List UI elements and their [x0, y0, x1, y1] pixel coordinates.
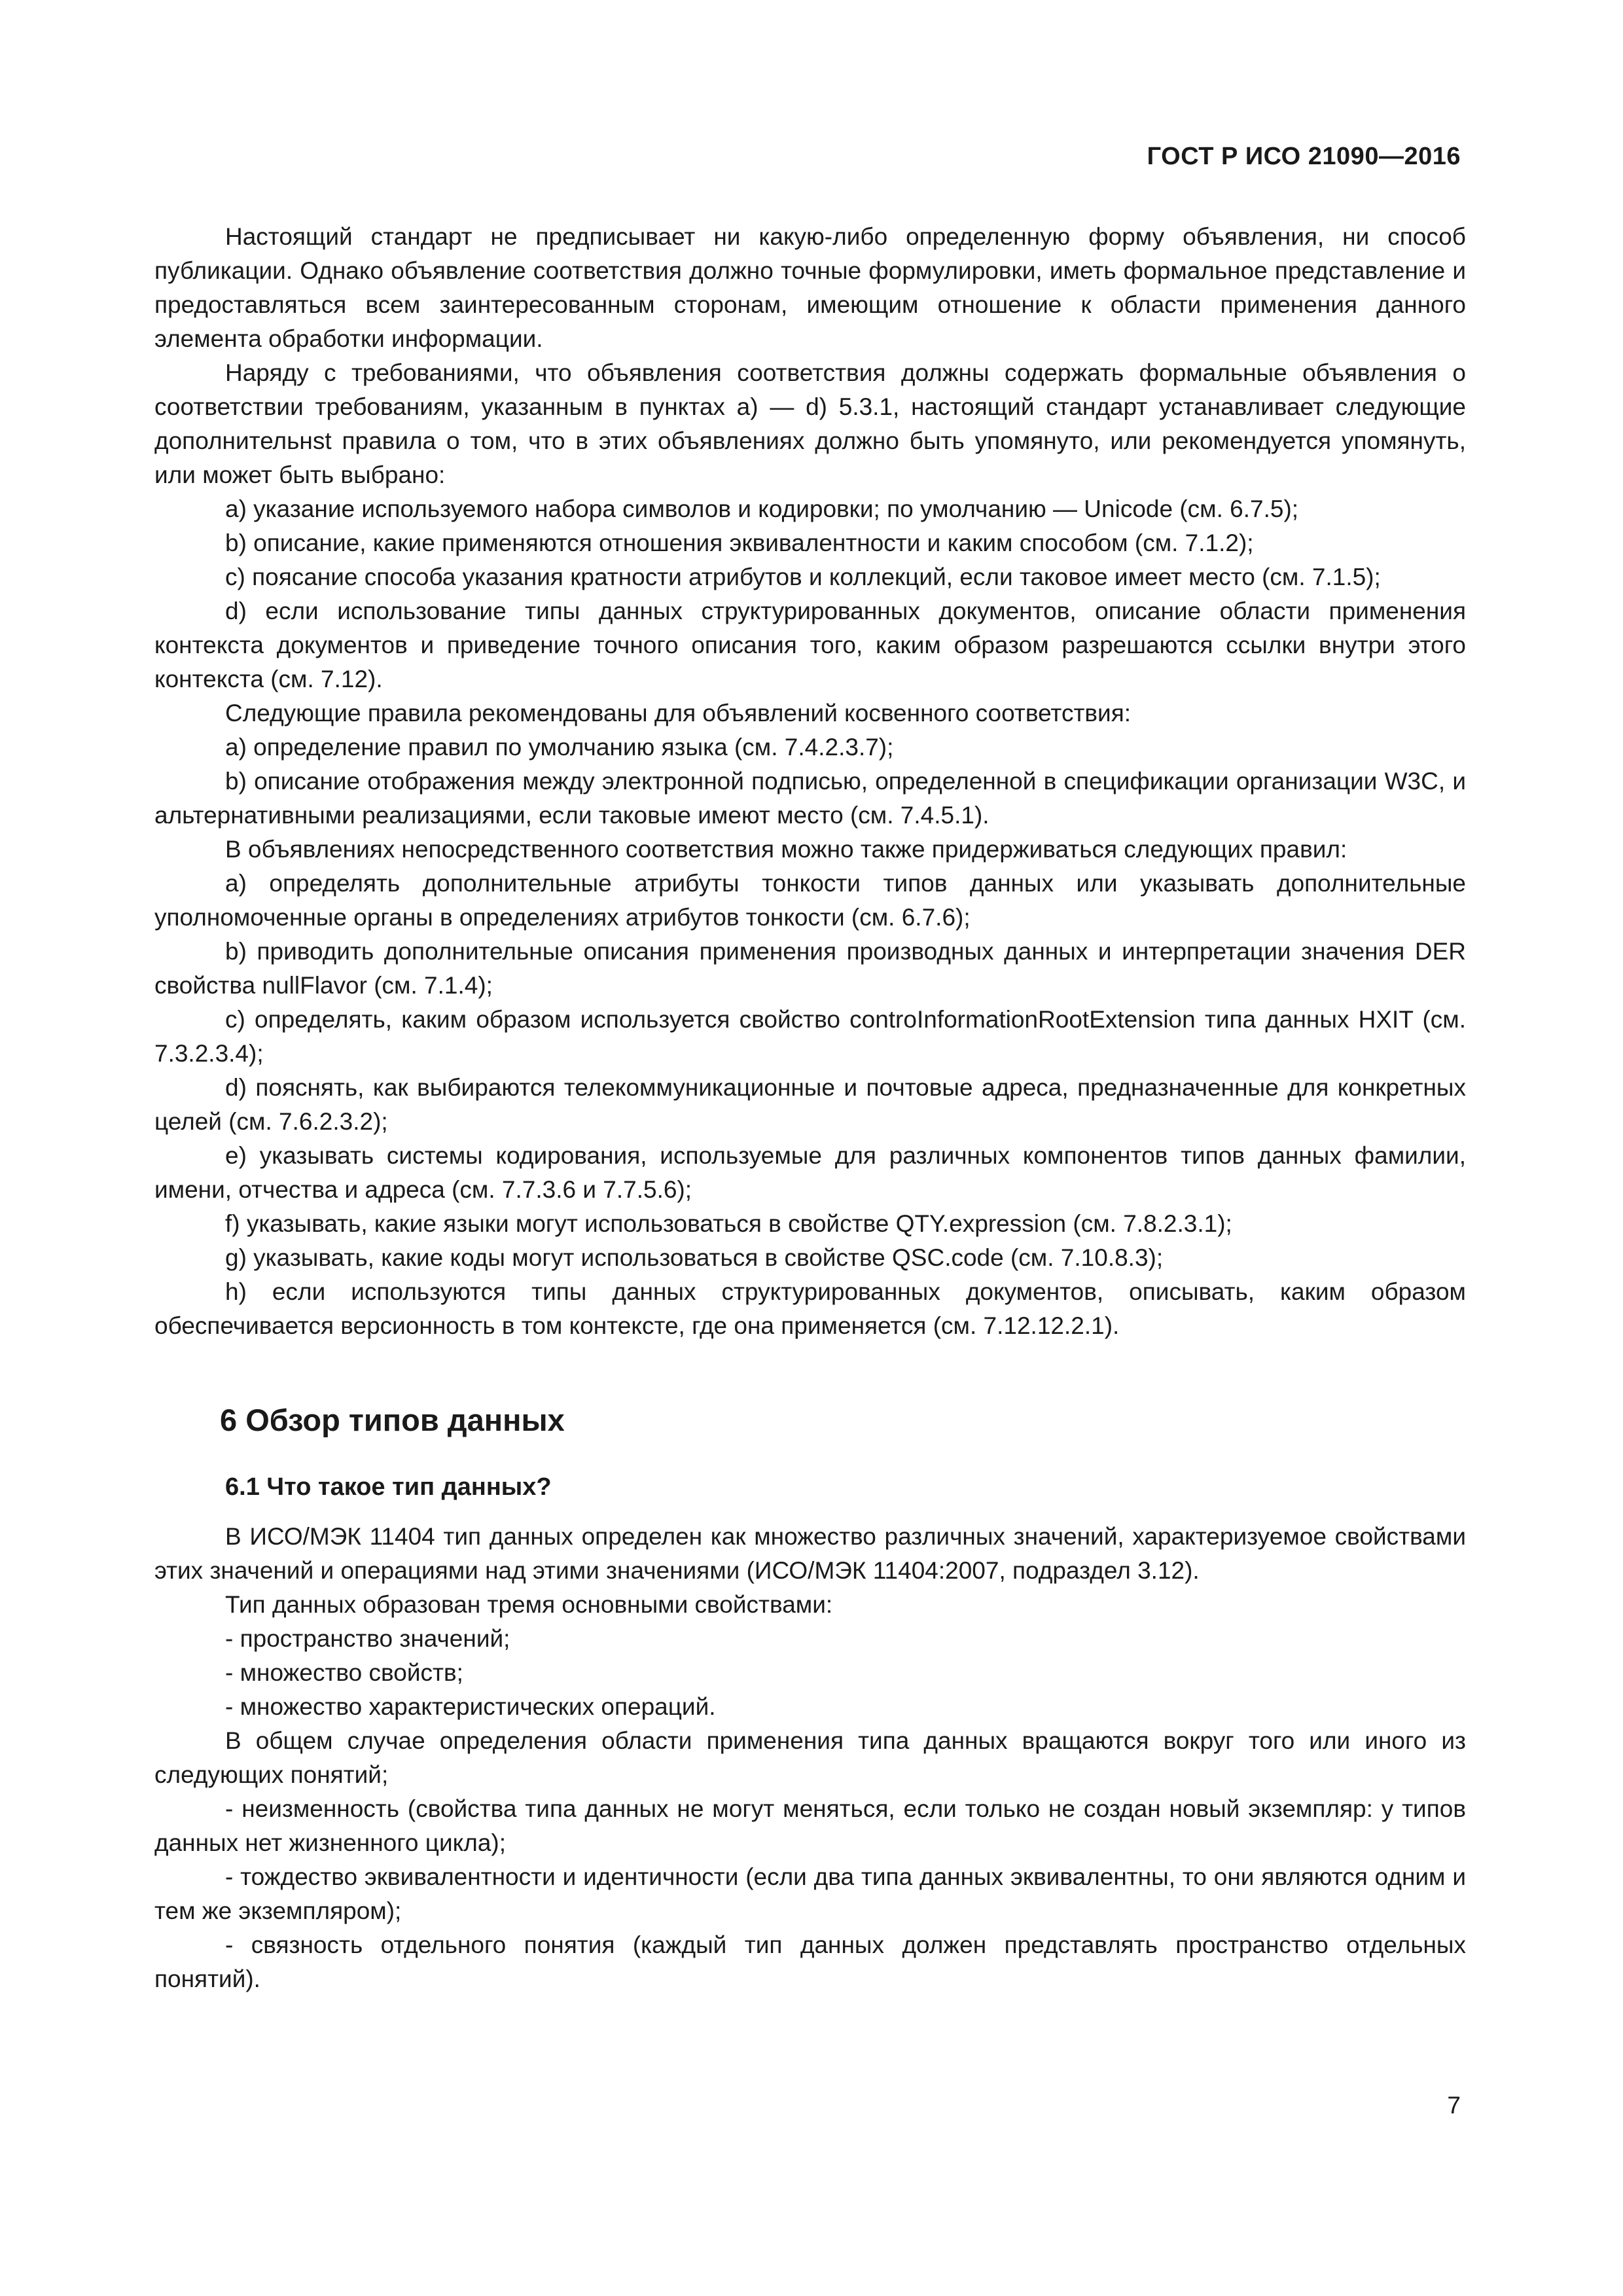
page-number: 7: [1447, 2092, 1461, 2119]
list-item: - множество характеристических операций.: [225, 1693, 716, 1720]
list-item: e) указывать системы кодирования, используемые для различных компонентов типов данных фамилии, имени, отчества и адреса (см. 7.7.3.6 и 7.7.5.6);: [154, 1142, 1466, 1203]
paragraph: Тип данных образован тремя основными свойствами:: [225, 1591, 833, 1618]
list-item: - тождество эквивалентности и идентичности (если два типа данных эквивалентны, то они являются одним и тем же экземпляром);: [154, 1863, 1466, 1924]
list-item: b) приводить дополнительные описания применения производных данных и интерпретации значения DER свойства nullFlavor (см. 7.1.4);: [154, 938, 1466, 999]
paragraph: В ИСО/МЭК 11404 тип данных определен как множество различных значений, характеризуемое свойствами этих значений и операциями над этими значениями (ИСО/МЭК 11404:2007, подраздел 3.12).: [154, 1523, 1466, 1584]
list-item: a) определять дополнительные атрибуты тонкости типов данных или указывать дополнительные уполномоченные органы в определениях атрибутов тонкости (см. 6.7.6);: [154, 870, 1466, 931]
list-item: h) если используются типы данных структурированных документов, описывать, каким образом обеспечивается версионность в том контексте, где она применяется (см. 7.12.12.2.1).: [154, 1278, 1466, 1339]
list-item: f) указывать, какие языки могут использоваться в свойстве QTY.expression (см. 7.8.2.3.1);: [225, 1210, 1232, 1237]
list-item: a) определение правил по умолчанию языка (см. 7.4.2.3.7);: [225, 734, 894, 761]
data-type-section: [154, 1520, 1466, 1996]
list-item: g) указывать, какие коды могут использоваться в свойстве QSC.code (см. 7.10.8.3);: [225, 1244, 1164, 1271]
paragraph: В объявлениях непосредственного соответствия можно также придерживаться следующих правил:: [225, 836, 1347, 863]
list-item: - неизменность (свойства типа данных не могут меняться, если только не создан новый экземпляр: у типов данных нет жизненного цикла);: [154, 1795, 1466, 1856]
paragraph: Настоящий стандарт не предписывает ни какую-либо определенную форму объявления, ни способ публикации. Однако объявление соответствия должно точные формулировки, иметь формальное представление и предоставляться всем заинтересованным сторонам, имеющим отношение к области применения данного элемента обработки информации.: [154, 223, 1466, 352]
subsection-heading: 6.1 Что такое тип данных?: [225, 1473, 552, 1501]
document-header: ГОСТ Р ИСО 21090—2016: [1147, 143, 1461, 170]
paragraph: Следующие правила рекомендованы для объявлений косвенного соответствия:: [225, 700, 1132, 726]
list-item: d) если использование типы данных структурированных документов, описание области применения контекста документов и приведение точного описания того, каким образом разрешаются ссылки внутри этого контекста (см. 7.12).: [154, 598, 1466, 692]
section-heading: 6 Обзор типов данных: [220, 1403, 565, 1437]
list-item: b) описание, какие применяются отношения эквивалентности и каким способом (см. 7.1.2);: [225, 529, 1254, 556]
list-item: c) поясание способа указания кратности атрибутов и коллекций, если таковое имеет место (см. 7.1.5);: [225, 564, 1381, 590]
paragraph: В общем случае определения области применения типа данных вращаются вокруг того или иного из следующих понятий;: [154, 1727, 1466, 1788]
page-body: [154, 220, 1466, 1996]
list-item: c) определять, каким образом используется свойство controInformationRootExtension типа данных HXIT (см. 7.3.2.3.4);: [154, 1006, 1466, 1067]
list-item: d) пояснять, как выбираются телекоммуникационные и почтовые адреса, предназначенные для конкретных целей (см. 7.6.2.3.2);: [154, 1074, 1466, 1135]
list-item: - множество свойств;: [225, 1659, 463, 1686]
list-item: a) указание используемого набора символов и кодировки; по умолчанию — Unicode (см. 6.7.5);: [225, 495, 1299, 522]
list-item: - пространство значений;: [225, 1625, 510, 1652]
list-item: b) описание отображения между электронной подписью, определенной в спецификации организации W3C, и альтернативными реализациями, если таковые имеют место (см. 7.4.5.1).: [154, 768, 1466, 829]
list-item: - связность отдельного понятия (каждый тип данных должен представлять пространство отдельных понятий).: [154, 1931, 1466, 1992]
conformance-section: [154, 220, 1466, 1343]
paragraph: Наряду с требованиями, что объявления соответствия должны содержать формальные объявления о соответствии требованиям, указанным в пунктах а) — d) 5.3.1, настоящий стандарт устанавливает следующие дополнительнst правила о том, что в этих объявлениях должно быть упомянуто, или рекомендуется упомянуть, или может быть выбрано:: [154, 359, 1466, 488]
